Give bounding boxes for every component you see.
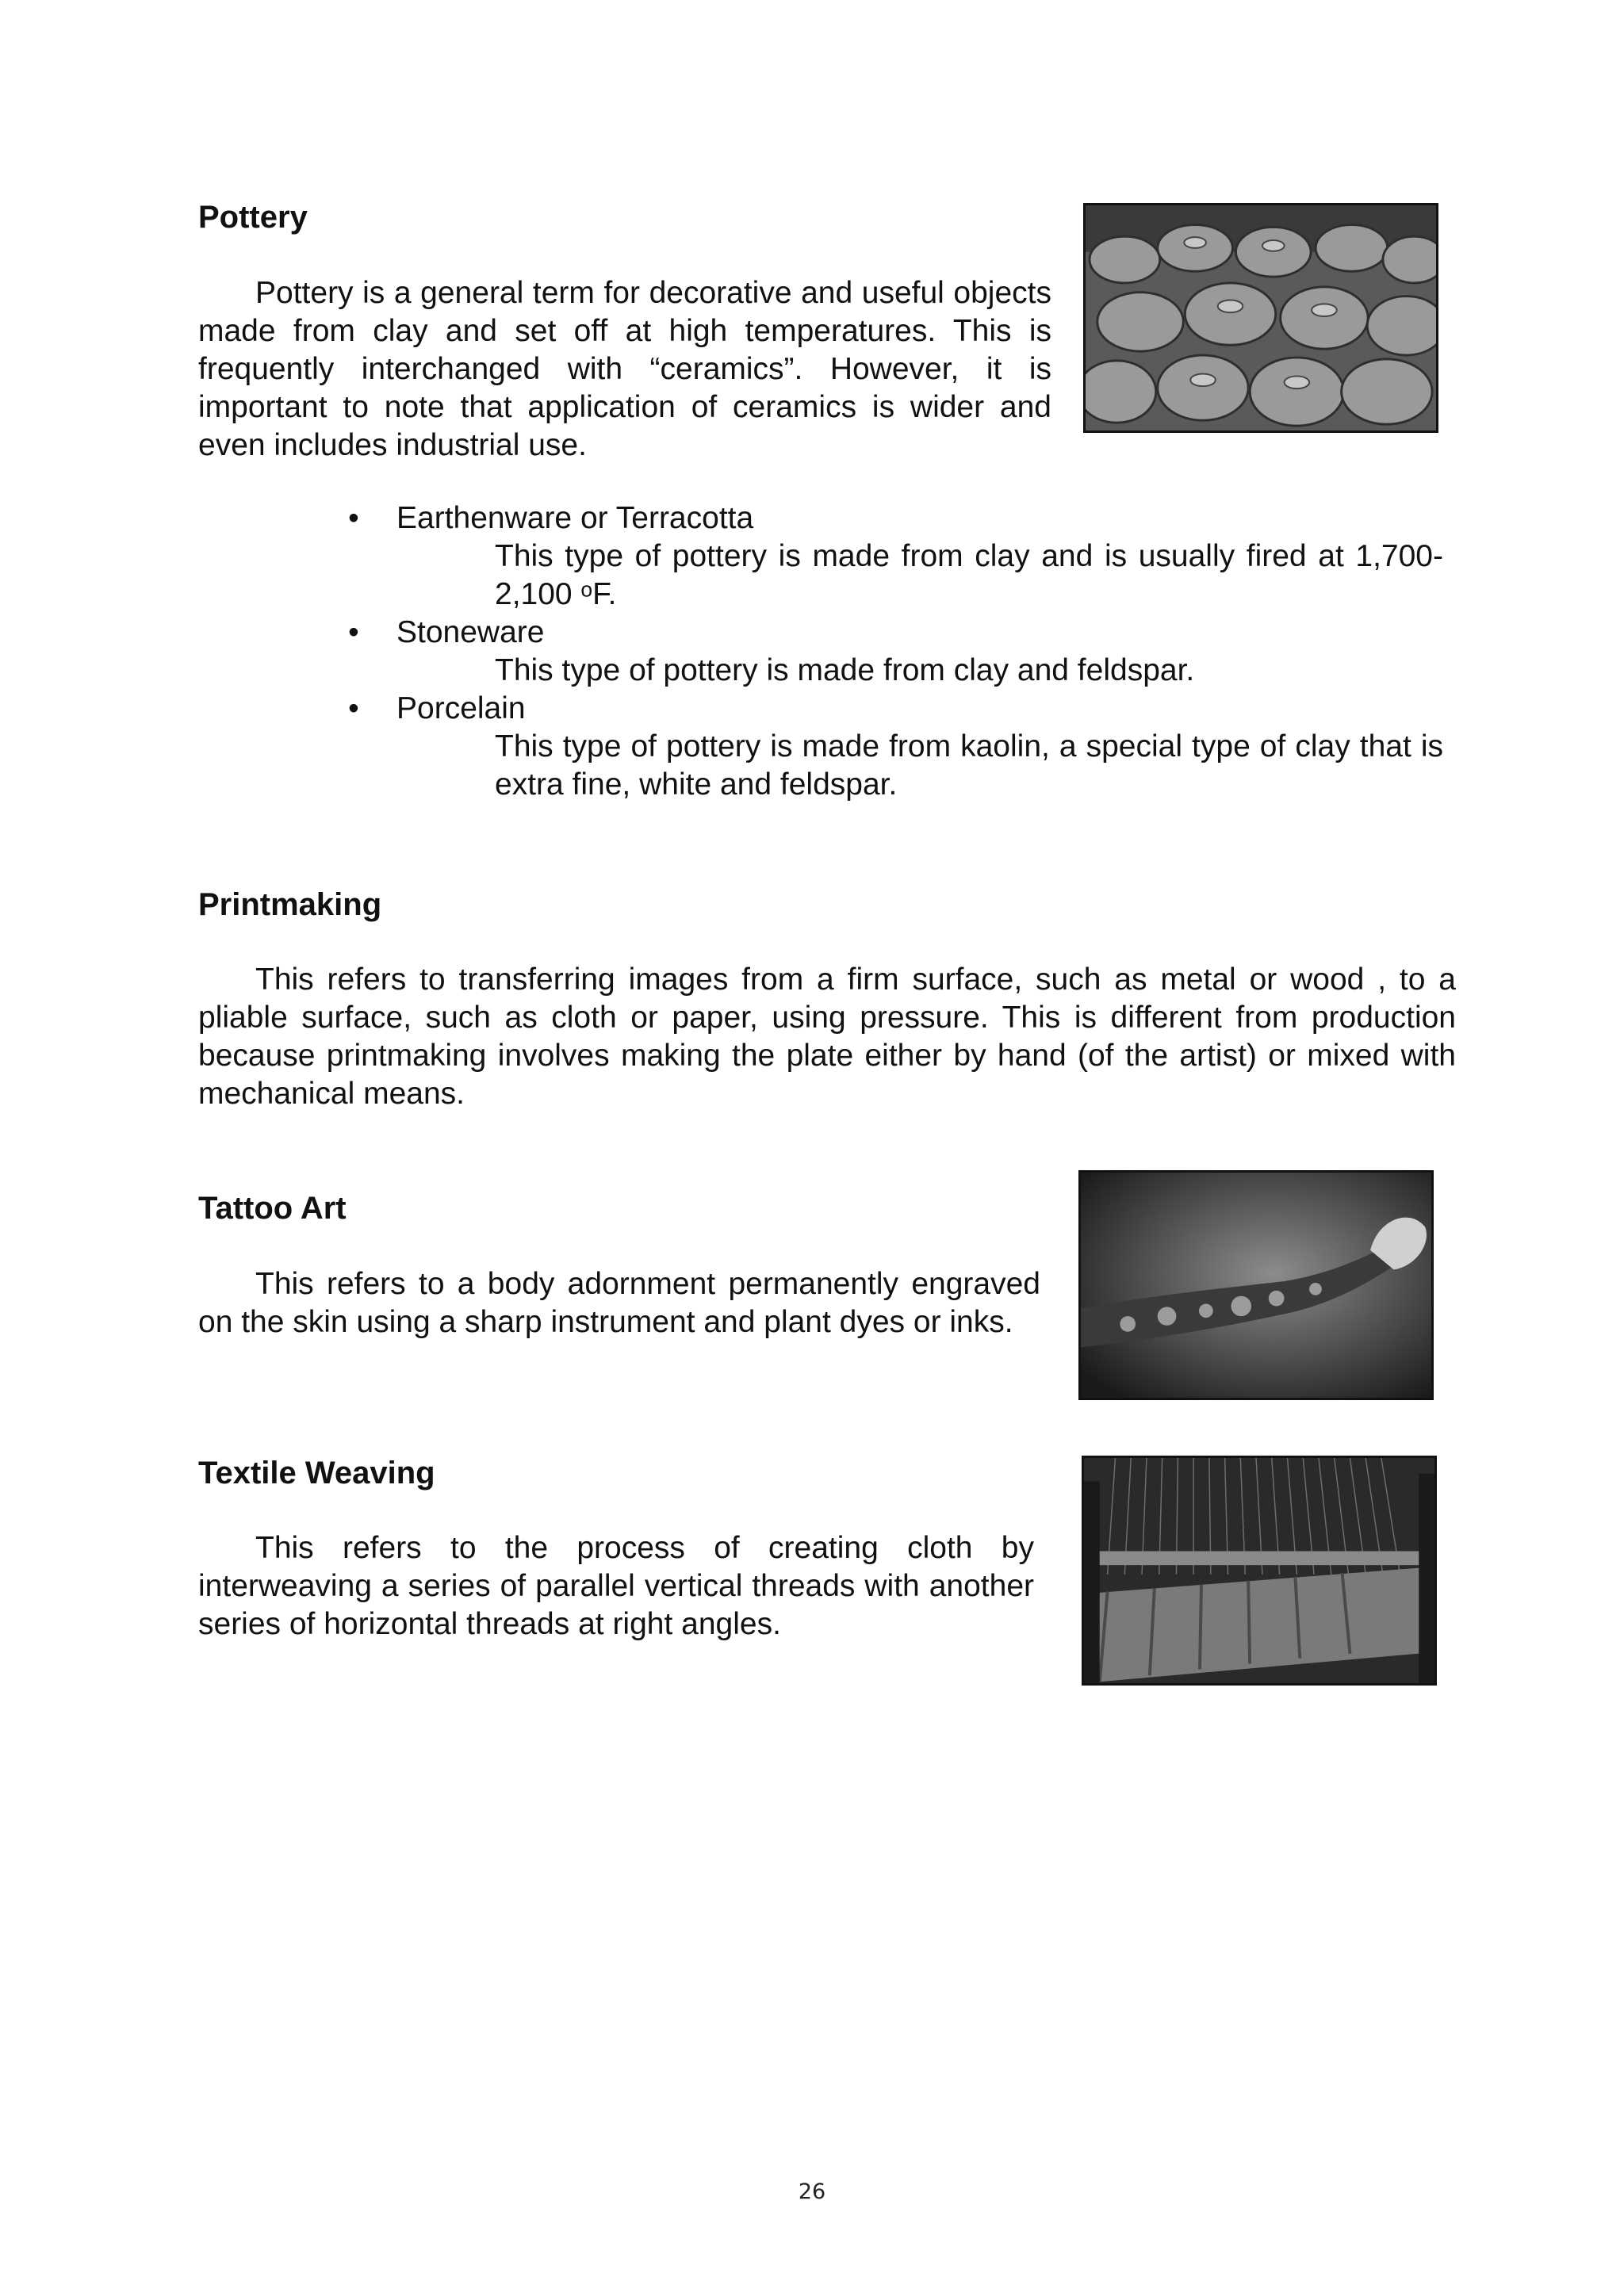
pottery-type-term: Earthenware or Terracotta bbox=[396, 501, 754, 535]
tattoo-photo bbox=[1078, 1170, 1434, 1400]
pottery-type-description: This type of pottery is made from kaolin, a special type of clay that is extra fine, white and feldspar. bbox=[495, 729, 1443, 802]
weaving-paragraph: This refers to the process of creating cloth by interweaving a series of parallel vertical threads with another series of horizontal threads at right angles. bbox=[198, 1531, 1034, 1641]
page-number: 26 bbox=[798, 2179, 826, 2204]
pottery-paragraph: Pottery is a general term for decorative and useful objects made from clay and set off at high temperatures. This is frequently interchanged with “ceramics”. However, it is important to note that application of ceramics is wider and even includes industrial use. bbox=[198, 276, 1051, 462]
list-item bbox=[344, 614, 1443, 690]
loom-photo bbox=[1082, 1456, 1437, 1686]
printmaking-paragraph: This refers to transferring images from a firm surface, such as metal or wood , to a pliable surface, such as cloth or paper, using pressure. This is different from production because printmaking involves making the plate either by hand (of the artist) or mixed with mechanical means. bbox=[198, 962, 1456, 1111]
pottery-types-list bbox=[344, 499, 1443, 804]
pottery-heading: Pottery bbox=[198, 200, 308, 235]
printmaking-heading: Printmaking bbox=[198, 887, 382, 922]
pottery-type-term: Stoneware bbox=[396, 615, 545, 649]
tattoo-paragraph: This refers to a body adornment permanently engraved on the skin using a sharp instrument and plant dyes or inks. bbox=[198, 1267, 1040, 1339]
list-item bbox=[344, 690, 1443, 804]
bullet-icon: • bbox=[348, 615, 359, 649]
bullet-icon: • bbox=[348, 691, 359, 725]
pottery-type-description: This type of pottery is made from clay and is usually fired at 1,700-2,100 ᵒF. bbox=[495, 539, 1443, 611]
pottery-photo bbox=[1083, 203, 1438, 433]
pottery-type-description: This type of pottery is made from clay and feldspar. bbox=[495, 653, 1195, 687]
weaving-heading: Textile Weaving bbox=[198, 1456, 435, 1490]
bullet-icon: • bbox=[348, 501, 359, 535]
list-item bbox=[344, 499, 1443, 614]
pottery-type-term: Porcelain bbox=[396, 691, 526, 725]
tattoo-heading: Tattoo Art bbox=[198, 1191, 347, 1226]
